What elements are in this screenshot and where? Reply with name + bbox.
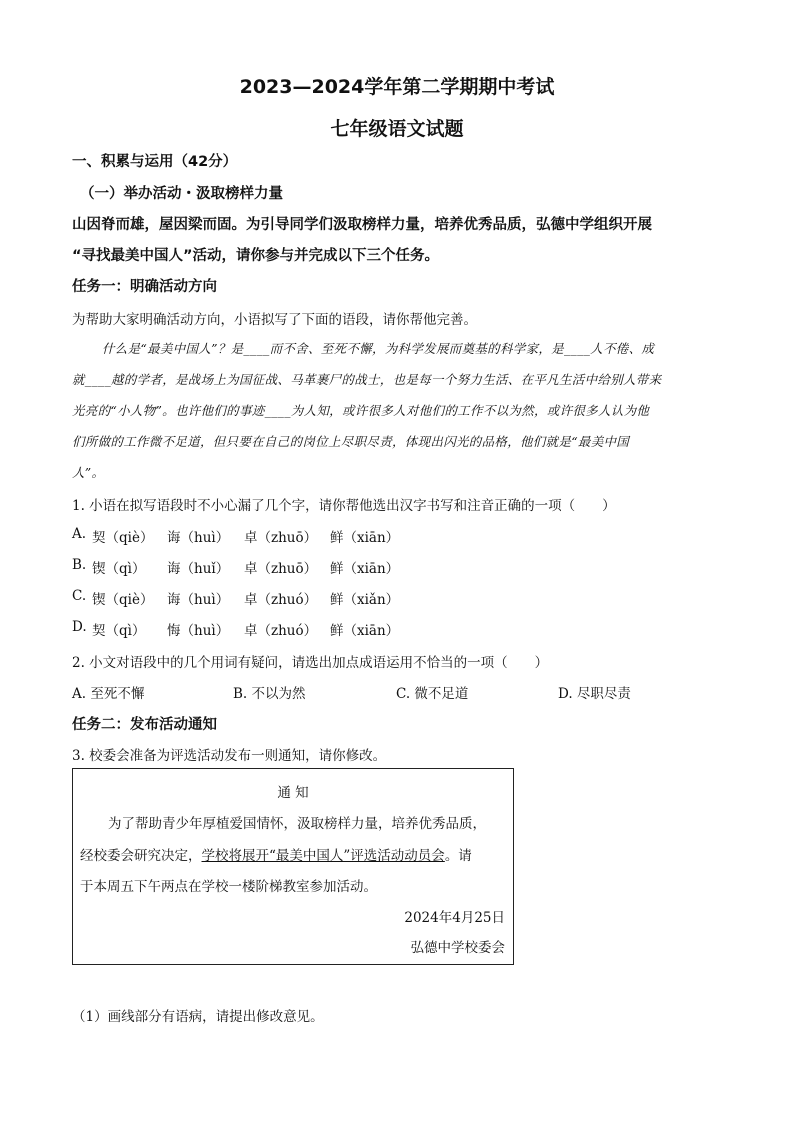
passage-line: 们所做的工作微不足道，但只要在自己的岗位上尽职尽责，体现出闪光的品格，他们就是“最美中国	[72, 434, 630, 449]
notice-signature: 弘德中学校委会	[410, 940, 505, 956]
option-item: 鲜（xiān）	[330, 530, 400, 546]
question-3-subquestion-1: （1）画线部分有语病，请提出修改意见。	[72, 1009, 324, 1025]
option-item: 契（qiè）	[92, 530, 154, 546]
passage-line: 光亮的“小人物”。也许他们的事迹____为人知，或许很多人对他们的工作不以为然，或许很多人认为他	[72, 403, 650, 418]
passage-line: 就____越的学者，是战场上为国征战、马革裹尸的战士，也是每一个努力生活、在平凡生活中给别人带来	[72, 372, 662, 387]
underlined-sentence: 学校将展开“最美中国人”评选活动动员会	[201, 848, 445, 864]
exam-title: 2023—2024学年第二学期期中考试	[239, 76, 555, 98]
option-item: 诲（huǐ）	[167, 561, 230, 577]
question-2-option-b[interactable]: B. 不以为然	[233, 686, 306, 702]
question-2-option-a[interactable]: A. 至死不懈	[72, 686, 145, 702]
question-1-stem: 1. 小语在拟写语段时不小心漏了几个字，请你帮他选出汉字书写和注音正确的一项（ ）	[72, 498, 616, 514]
notice-line-2-start: 经校委会研究决定，	[80, 848, 202, 864]
section-heading: 一、积累与运用（42分）	[72, 154, 238, 170]
notice-box	[72, 768, 514, 965]
option-item: 诲（huì）	[167, 530, 230, 546]
question-2-stem: 2. 小文对语段中的几个用词有疑问，请选出加点成语运用不恰当的一项（ ）	[72, 655, 549, 671]
option-item: 悔（huì）	[167, 623, 230, 639]
notice-line-1: 为了帮助青少年厚植爱国情怀，汲取榜样力量，培养优秀品质，	[108, 816, 486, 832]
intro-line-2: “寻找最美中国人”活动，请你参与并完成以下三个任务。	[72, 248, 440, 264]
notice-date: 2024年4月25日	[404, 910, 505, 926]
task1-heading: 任务一：明确活动方向	[72, 279, 217, 295]
notice-line-3: 于本周五下午两点在学校一楼阶梯教室参加活动。	[80, 879, 377, 895]
exam-subtitle: 七年级语文试题	[330, 118, 464, 140]
option-item: 卓（zhuō）	[244, 530, 318, 546]
option-item: 鲜（xiān）	[330, 561, 400, 577]
option-item: 契（qì）	[92, 623, 146, 639]
option-item: 卓（zhuō）	[244, 561, 318, 577]
option-label: A.	[72, 526, 87, 542]
task1-prompt: 为帮助大家明确活动方向，小语拟写了下面的语段，请你帮他完善。	[72, 312, 477, 328]
question-3-stem: 3. 校委会准备为评选活动发布一则通知，请你修改。	[72, 748, 387, 764]
option-item: 卓（zhuó）	[244, 592, 318, 608]
section-subheading: （一）举办活动・汲取榜样力量	[80, 186, 283, 202]
option-label: D.	[72, 619, 87, 635]
intro-line-1: 山因脊而雄，屋因梁而固。为引导同学们汲取榜样力量，培养优秀品质，弘德中学组织开展	[72, 217, 652, 233]
task2-heading: 任务二：发布活动通知	[72, 717, 217, 733]
question-2-option-c[interactable]: C. 微不足道	[396, 686, 469, 702]
passage-line: 什么是“最美中国人”？是____而不舍、至死不懈，为科学发展而奠基的科学家，是____人不倦、成	[102, 341, 655, 356]
option-item: 锲（qiè）	[92, 592, 154, 608]
option-label: B.	[72, 557, 87, 573]
option-item: 卓（zhuó）	[244, 623, 318, 639]
option-item: 鲜（xiǎn）	[330, 592, 400, 608]
option-item: 诲（huì）	[167, 592, 230, 608]
passage-line: 人”。	[72, 465, 105, 480]
option-label: C.	[72, 588, 87, 604]
notice-title: 通 知	[277, 785, 309, 801]
option-item: 鲜（xiān）	[330, 623, 400, 639]
option-item: 锲（qì）	[92, 561, 146, 577]
notice-line-2	[80, 844, 472, 864]
notice-line-2-end: 。请	[444, 848, 472, 864]
question-2-option-d[interactable]: D. 尽职尽责	[558, 686, 631, 702]
